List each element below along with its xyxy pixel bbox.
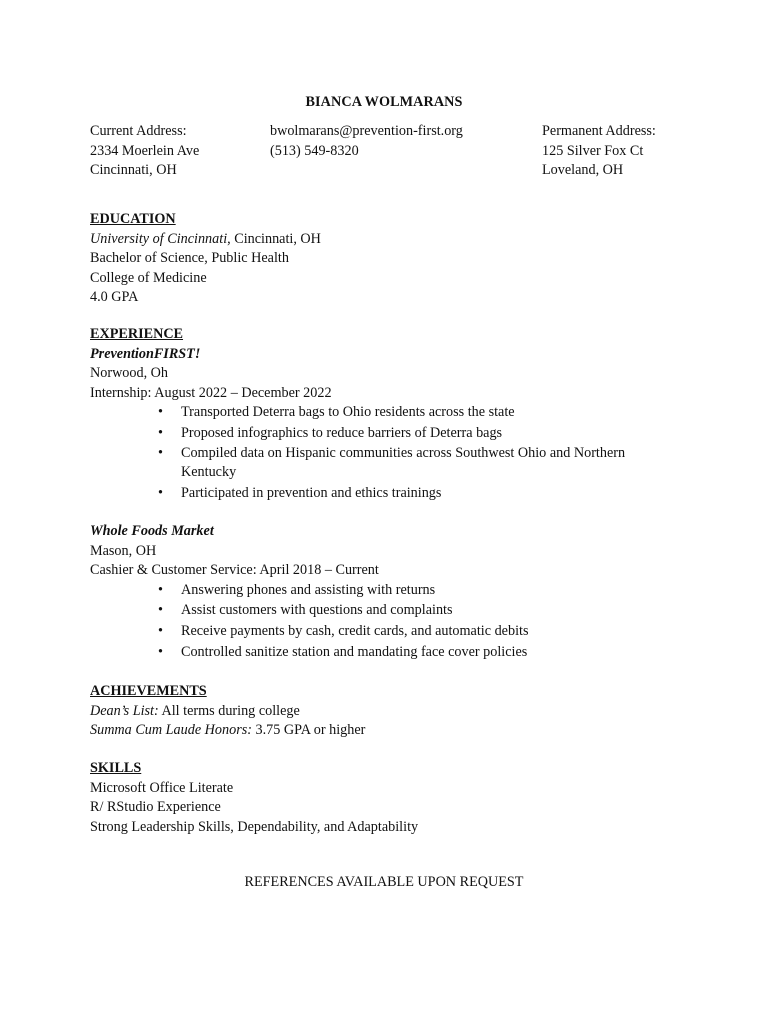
job-entry-2 [90, 522, 678, 663]
degree-text: Bachelor of Science, Public Health [90, 250, 289, 266]
list-item [90, 444, 678, 482]
bullet-icon: • [158, 485, 163, 502]
duty-text: Transported Deterra bags to Ohio residents across the state [181, 404, 515, 420]
college-text: College of Medicine [90, 269, 207, 286]
education-school-line [90, 230, 678, 250]
bullet-icon: • [158, 643, 163, 660]
current-street: 2334 Moerlein Ave [90, 142, 200, 159]
duty-text: Proposed infographics to reduce barriers of Deterra bags [181, 424, 503, 441]
job-duties-list [90, 403, 678, 503]
list-item [90, 403, 678, 422]
job-role-dates: Internship: August 2022 – December 2022 [90, 384, 332, 401]
duty-text: Controlled sanitize station and mandating face cover policies [181, 643, 528, 660]
bullet-icon: • [158, 445, 163, 462]
contact-info-block [270, 122, 463, 161]
email-text: bwolmarans@prevention-first.org [270, 123, 463, 139]
job-location: Mason, OH [90, 542, 157, 559]
current-address-block [90, 122, 199, 181]
permanent-street: 125 Silver Fox Ct [542, 142, 644, 159]
skill-item: Strong Leadership Skills, Dependability, and Adaptability [90, 818, 419, 835]
experience-section [90, 325, 678, 505]
job-location: Norwood, Oh [90, 365, 169, 381]
job-entry [90, 345, 678, 504]
resume-name: BIANCA WOLMARANS [305, 94, 463, 110]
achievement-item [90, 702, 678, 722]
phone-text: (513) 549-8320 [270, 142, 359, 159]
current-address-label: Current Address: [90, 123, 187, 139]
list-item [90, 601, 678, 620]
skills-section [90, 759, 678, 837]
permanent-address-label: Permanent Address: [542, 123, 656, 139]
skill-item: Microsoft Office Literate [90, 779, 234, 796]
achievement-text: All terms during college [158, 702, 300, 719]
duty-text: Assist customers with questions and complaints [181, 602, 453, 619]
employer-name: PreventionFIRST! [90, 345, 201, 362]
list-item [90, 424, 678, 443]
permanent-city: Loveland, OH [542, 162, 624, 178]
bullet-icon: • [158, 404, 163, 420]
education-heading: EDUCATION [90, 211, 176, 227]
current-city: Cincinnati, OH [90, 162, 177, 178]
school-name: University of Cincinnati [90, 230, 228, 247]
duty-text: Participated in prevention and ethics trainings [181, 485, 442, 502]
achievement-text: 3.75 GPA or higher [251, 722, 366, 738]
employer-name: Whole Foods Market [90, 523, 214, 539]
bullet-icon: • [158, 622, 163, 639]
list-item [90, 622, 678, 641]
achievements-heading: ACHIEVEMENTS [90, 683, 207, 699]
education-section [90, 210, 678, 308]
references-note: REFERENCES AVAILABLE UPON REQUEST [244, 874, 524, 890]
bullet-icon: • [158, 424, 163, 441]
achievement-label: Dean’s List: [90, 702, 159, 719]
achievement-label: Summa Cum Laude Honors: [90, 722, 252, 738]
job-duties-list [90, 581, 678, 662]
bullet-icon: • [158, 602, 163, 619]
skills-heading: SKILLS [90, 760, 142, 776]
skill-item: R/ RStudio Experience [90, 799, 221, 815]
list-item [90, 581, 678, 600]
gpa-text: 4.0 GPA [90, 289, 139, 305]
school-location: , Cincinnati, OH [227, 230, 321, 247]
achievements-section [90, 682, 678, 741]
list-item [90, 484, 678, 503]
duty-text: Compiled data on Hispanic communities across Southwest Ohio and Northern Kentucky [181, 445, 626, 481]
duty-text: Answering phones and assisting with returns [181, 581, 436, 598]
job-role-dates: Cashier & Customer Service: April 2018 – Current [90, 562, 379, 578]
bullet-icon: • [158, 581, 163, 598]
permanent-address-block [542, 122, 656, 181]
experience-heading: EXPERIENCE [90, 326, 184, 342]
duty-text: Receive payments by cash, credit cards, and automatic debits [181, 622, 529, 639]
achievement-item [90, 721, 678, 741]
list-item [90, 643, 678, 662]
